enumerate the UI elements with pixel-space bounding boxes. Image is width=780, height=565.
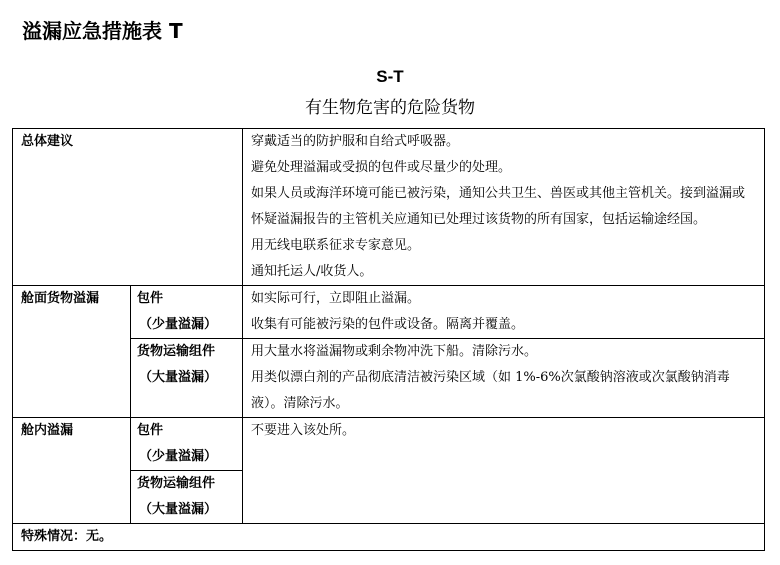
- special-row: [13, 524, 765, 551]
- deck-large-line: 用类似漂白剂的产品彻底清洁被污染区域（如 1%-6%次氯酸钠溶液或次氯酸钠消毒液）。清除污水。: [251, 370, 730, 411]
- deck-label: 舱面货物溢漏: [13, 286, 131, 418]
- general-line: 通知托运人/收货人。: [251, 264, 373, 279]
- deck-small-content: [243, 286, 765, 339]
- general-label: 总体建议: [13, 129, 243, 286]
- hold-small-type: 包件: [137, 423, 164, 438]
- general-line: 穿戴适当的防护服和自给式呼吸器。: [251, 134, 460, 149]
- deck-large-label: [131, 339, 243, 418]
- deck-small-type: 包件: [137, 291, 164, 306]
- spillage-table: [12, 128, 765, 551]
- deck-row-small: [13, 286, 765, 339]
- general-line: 避免处理溢漏或受损的包件或尽量少的处理。: [251, 160, 512, 175]
- deck-large-content: [243, 339, 765, 418]
- hold-line: 不要进入该处所。: [251, 423, 356, 438]
- page-heading: 溢漏应急措施表 T: [22, 19, 183, 43]
- schedule-code: S-T: [376, 67, 404, 86]
- general-row: [13, 129, 765, 286]
- general-content: [243, 129, 765, 286]
- deck-small-note: （少量溢漏）: [139, 317, 218, 332]
- hold-small-note: （少量溢漏）: [139, 449, 218, 464]
- hold-large-type: 货物运输组件: [137, 476, 216, 491]
- hold-row-small: [13, 418, 765, 471]
- general-line: 用无线电联系征求专家意见。: [251, 238, 421, 253]
- special-cases: 特殊情况：无。: [13, 524, 765, 551]
- schedule-subtitle: 有生物危害的危险货物: [305, 98, 475, 118]
- hold-large-label: [131, 471, 243, 524]
- hold-large-note: （大量溢漏）: [139, 502, 218, 517]
- deck-large-note: （大量溢漏）: [139, 370, 218, 385]
- deck-small-line: 收集有可能被污染的包件或设备。隔离并覆盖。: [251, 317, 525, 332]
- deck-large-type: 货物运输组件: [137, 344, 216, 359]
- deck-small-label: [131, 286, 243, 339]
- general-line: 如果人员或海洋环境可能已被污染，通知公共卫生、兽医或其他主管机关。接到溢漏或怀疑溢漏报告的主管机关应通知已处理过该货物的所有国家，包括运输途经国。: [251, 186, 746, 227]
- hold-small-label: [131, 418, 243, 471]
- hold-label: 舱内溢漏: [13, 418, 131, 524]
- hold-content: [243, 418, 765, 524]
- deck-small-line: 如实际可行，立即阻止溢漏。: [251, 291, 421, 306]
- deck-large-line: 用大量水将溢漏物或剩余物冲洗下船。清除污水。: [251, 344, 538, 359]
